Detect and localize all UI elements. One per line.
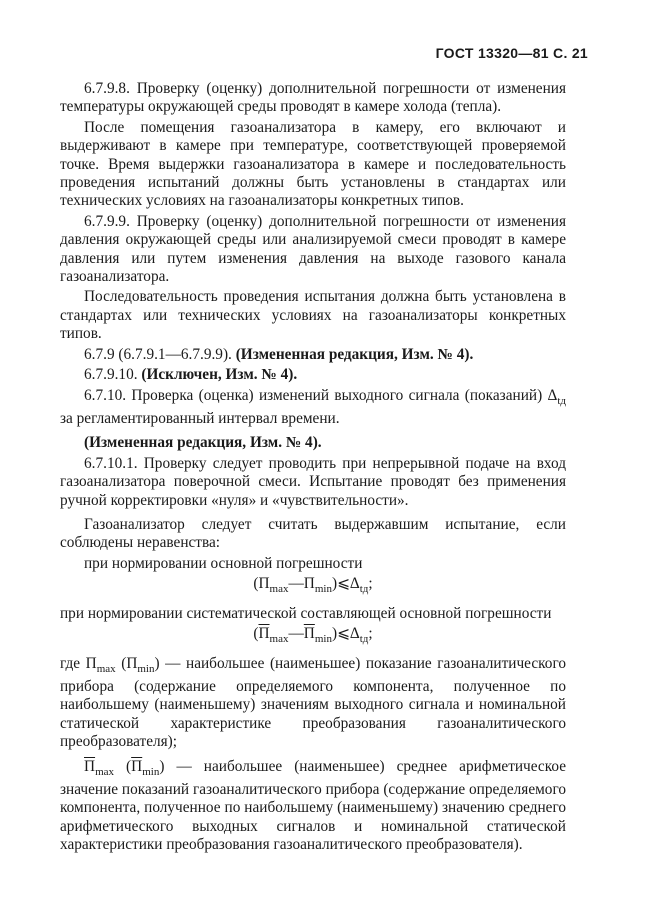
- formula-part: (П: [253, 575, 270, 593]
- paragraph-chamber-placement: После помещения газоанализатора в камеру, его включают и выдерживают в камере при температуре, соответствующей проверяемой точке. Время выдержки газоанализатора в камере и последовательность проведения испытаний должны быть установлены в стандартах или технических условиях на газоанализаторы конкретных типов.: [60, 118, 566, 210]
- overlined-symbol: П: [84, 757, 96, 775]
- formula-part: )⩽Δ: [331, 575, 360, 593]
- subscript-max: max: [269, 633, 289, 646]
- paragraph-definition-1: [60, 655, 566, 752]
- paragraph-6-7-10-1: 6.7.10.1. Проверку следует проводить при непрерывной подаче на вход газоанализатора поверочной смеси. Испытание проводят без применения ручной корректировки «нуля» и «чувствительности».: [60, 454, 566, 509]
- formula-part: ;: [368, 575, 373, 593]
- subscript-min: min: [314, 583, 332, 596]
- excluded-note: (Исключен, Изм. № 4).: [141, 366, 298, 384]
- formula-part: ;: [368, 625, 373, 643]
- subscript-max: max: [95, 765, 115, 778]
- formula-2: [60, 625, 566, 648]
- subscript-min: min: [137, 662, 155, 675]
- clause-text-end: за регламентированный интервал времени.: [60, 409, 340, 427]
- formula-part: (: [253, 625, 259, 643]
- text-part: ) — наибольшее (наименьшее) среднее арифметическое значение показаний газоаналитического прибора (содержание определяемого компонента, полученное по наибольшему (наименьшему) значению среднего арифметического выходных сигналов и номинальной статической характеристики преобразования газоаналитического преобразователя).: [60, 757, 566, 854]
- formula-part: )⩽Δ: [331, 625, 360, 643]
- document-body: [60, 80, 566, 855]
- paragraph-conditions: Газоанализатор следует считать выдержавшим испытание, если соблюдены неравенства:: [60, 515, 566, 552]
- page-header: ГОСТ 13320—81 С. 21: [435, 45, 588, 61]
- clause-ref: 6.7.9 (6.7.9.1—6.7.9.9).: [84, 345, 232, 363]
- subscript-min: min: [142, 765, 160, 778]
- subscript-max: max: [96, 662, 116, 675]
- paragraph-test-sequence: Последовательность проведения испытания должна быть установлена в стандартах или технических условиях на газоанализаторы конкретных типов.: [60, 288, 566, 343]
- overlined-symbol: П: [131, 757, 143, 775]
- subscript-min: min: [314, 633, 332, 646]
- paragraph-amendment-6-7-9: [60, 346, 566, 364]
- overlined-symbol: П: [258, 625, 270, 643]
- paragraph-basic-error: при нормировании основной погрешности: [84, 554, 363, 572]
- text-part: ) — наибольшее (наименьшее) показание газоаналитического прибора (содержание определяемого компонента, полученное по наибольшему (наименьшему) значениям выходного сигнала и номинальной статической характеристике преобразования газоаналитического преобразователя);: [60, 654, 566, 751]
- paragraph-6-7-10: [60, 387, 566, 429]
- amendment-note: (Измененная редакция, Изм. № 4).: [235, 345, 474, 363]
- overlined-symbol: П: [303, 625, 315, 643]
- paragraph-definition-2: [60, 758, 566, 855]
- formula-1: [60, 575, 566, 598]
- paragraph-6-7-9-9: 6.7.9.9. Проверку (оценку) дополнительной погрешности от изменения давления окружающей среды или анализируемой смеси проводят в камере давления или путем изменения давления на выходе газового канала газоанализатора.: [60, 212, 566, 286]
- text-part: где П: [60, 654, 97, 672]
- text-part: (: [114, 757, 132, 775]
- text-part: (П: [115, 654, 138, 672]
- formula-part: —: [288, 625, 304, 643]
- paragraph-6-7-9-8: 6.7.9.8. Проверку (оценку) дополнительной погрешности от изменения температуры окружающей среды проводят в камере холода (тепла).: [60, 80, 566, 116]
- subscript-td: tд: [359, 633, 369, 646]
- subscript-max: max: [269, 583, 289, 596]
- clause-ref: 6.7.9.10.: [84, 366, 138, 384]
- paragraph-6-7-9-10: [60, 366, 566, 384]
- subscript: tд: [557, 394, 566, 407]
- subscript-td: tд: [359, 583, 369, 596]
- clause-text: 6.7.10. Проверка (оценка) изменений выходного сигнала (показаний) Δ: [84, 386, 558, 404]
- amendment-note-6-7-10: (Измененная редакция, Изм. № 4).: [84, 434, 322, 452]
- formula-part: —П: [288, 575, 315, 593]
- paragraph-systematic-error: при нормировании систематической составляющей основной погрешности: [60, 604, 552, 622]
